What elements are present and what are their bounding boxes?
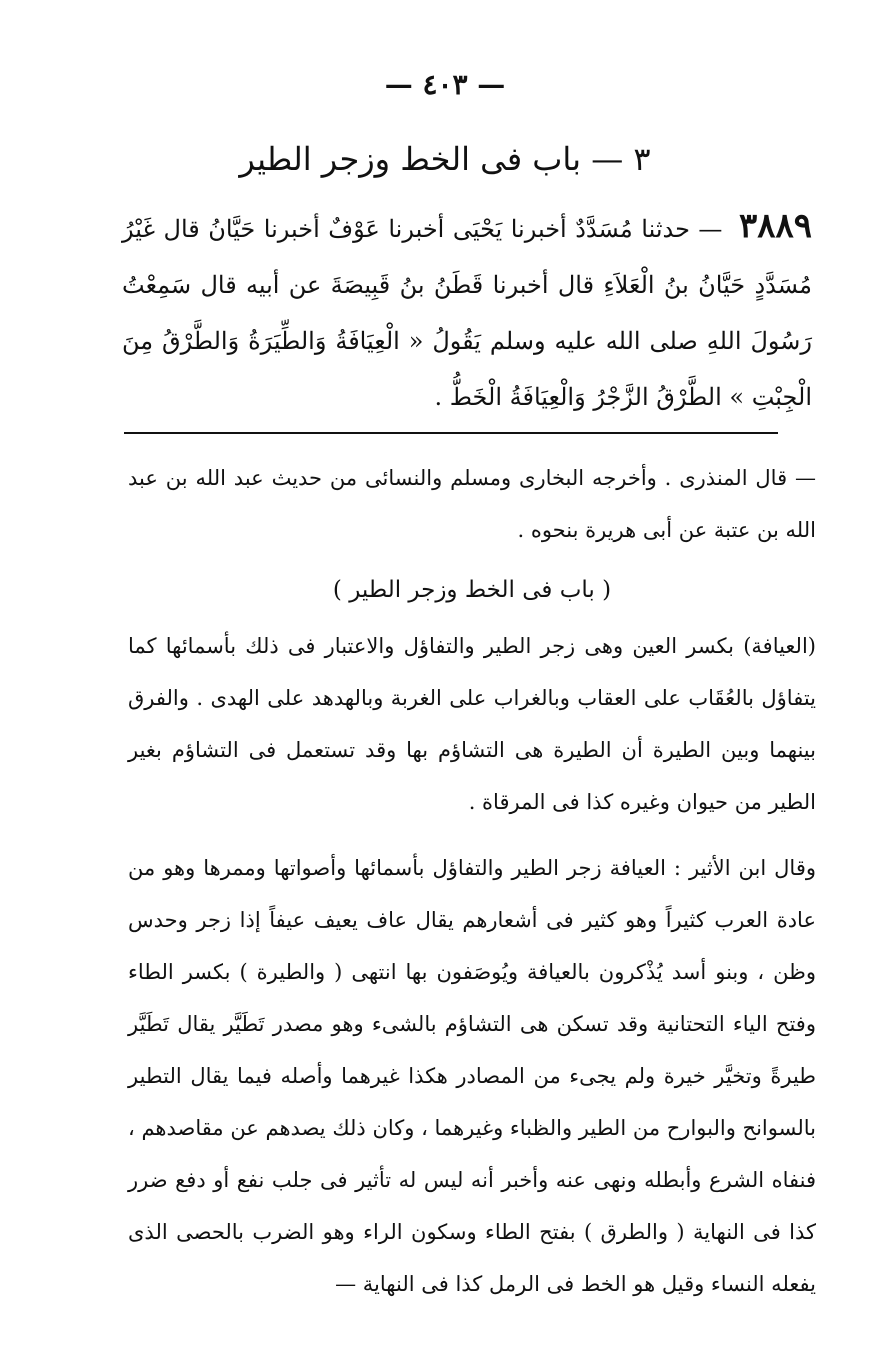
- section-heading: ( باب فى الخط وزجر الطير ): [332, 577, 612, 603]
- hadith-text: — حدثنا مُسَدَّدٌ أخبرنا يَحْيَى أخبرنا عَوْفٌ أخبرنا حَيَّانُ قال غَيْرُ مُسَدَّدٍ حَيَّانُ بنُ الْعَلاَءِ قال أخبرنا قَطَنُ بنُ قَبِيصَةَ عن أبيه قال سَمِعْتُ رَسُولَ اللهِ صلى الله عليه وسلم يَقُولُ « الْعِيَافَةُ وَالطِّيَرَةُ وَالطَّرْقُ مِنَ الْجِبْتِ » الطَّرْقُ الزَّجْرُ وَالْعِيَافَةُ الْخَطُّ .: [122, 215, 812, 411]
- page-number: — ٤٠٣ —: [384, 68, 506, 101]
- mundhiri-note: — قال المنذرى . وأخرجه البخارى ومسلم والنسائى من حديث عبد الله بن عبد الله بن عتبة عن أبى هريرة بنحوه .: [128, 466, 816, 542]
- hadith-number: ٣٨٨٩: [738, 206, 812, 246]
- commentary-block: [128, 452, 816, 1310]
- footnote-divider: [124, 432, 778, 434]
- hadith-block: [122, 198, 812, 425]
- commentary-paragraph: (العيافة) بكسر العين وهى زجر الطير والتفاؤل والاعتبار فى ذلك بأسمائها كما يتفاؤل بالعُقَاب على العقاب وبالغراب على الغربة وبالهدهد على الهدى . والفرق بينهما وبين الطيرة أن الطيرة هى التشاؤم بها وقد تستعمل فى التشاؤم بغير الطير من حيوان وغيره كذا فى المرقاة .: [128, 634, 816, 814]
- chapter-title: ٣ — باب فى الخط وزجر الطير: [239, 140, 651, 178]
- commentary-paragraph: وقال ابن الأثير : العيافة زجر الطير والتفاؤل بأسمائها وأصواتها وممرها وهو من عادة العرب كثيراً وهو كثير فى أشعارهم يقال عاف يعيف عيفاً إذا زجر وحدس وظن ، وبنو أسد يُذْكرون بالعيافة ويُوصَفون بها انتهى ( والطيرة ) بكسر الطاء وفتح الياء التحتانية وقد تسكن هى التشاؤم بالشىء وهو مصدر تَطَيَّر يقال تَطَيَّر طيرةً وتخيَّر خيرة ولم يجىء من المصادر هكذا غيرهما وأصله فيما يقال التطير بالسوانح والبوارح من الطير والظباء وغيرهما ، وكان ذلك يصدهم عن مقاصدهم ، فنفاه الشرع وأبطله ونهى عنه وأخبر أنه ليس له تأثير فى جلب نفع أو دفع ضرر كذا فى النهاية ( والطرق ) بفتح الطاء وسكون الراء وهو الضرب بالحصى الذى يفعله النساء وقيل هو الخط فى الرمل كذا فى النهاية —: [128, 856, 816, 1296]
